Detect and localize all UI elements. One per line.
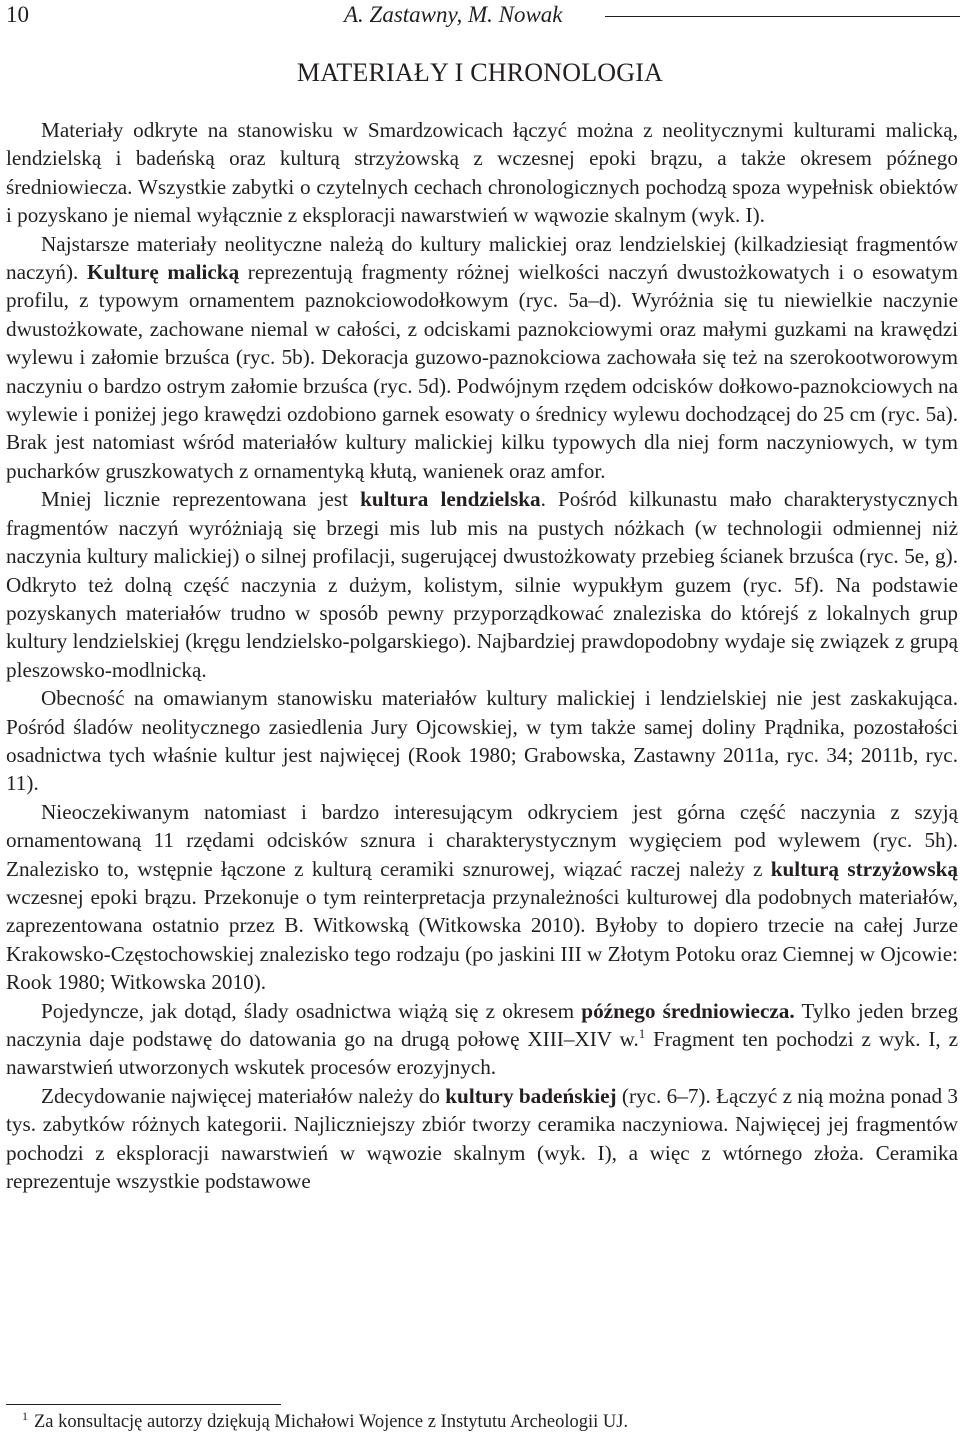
footnote-reference[interactable]: 1 (638, 1025, 646, 1041)
page-header (0, 0, 960, 36)
bold-term: kultury badeńskiej (445, 1083, 617, 1108)
bold-term: późnego średniowiecza. (581, 998, 795, 1023)
body-text (6, 116, 958, 1195)
paragraph-text: (ryc. 6–7). Łączyć z nią można ponad 3 tys. zabytków różnych kategorii. Najliczniejszy zbiór tworzy ceramika naczyniowa. Najwięcej jej fragmentów pochodzi z eksploracji nawarstwień w wąwozie skalnym (wyk. I), a więc z wtórnego złoża. Ceramika reprezentuje wszystkie podstawowe (6, 1083, 958, 1194)
paragraph-late-medieval (6, 997, 958, 1082)
footnote (22, 1410, 628, 1434)
running-head: A. Zastawny, M. Nowak (344, 2, 563, 27)
paragraph-malice-culture (6, 230, 958, 486)
paragraph-text: Mniej licznie reprezentowana jest (41, 487, 361, 512)
footnote-text: Za konsultację autorzy dziękują Michałowi Wojence z Instytutu Archeologii UJ. (34, 1412, 629, 1432)
paragraph-text: reprezentują fragmenty różnej wielkości naczyń dwustożkowatych i o esowatym profilu, z typowym ornamentem paznokciowodołkowym (ryc. 5a–d). Wyróżnia się tu niewielkie naczynie dwustożkowate, zachowane niemal w całości, z odciskami paznokciowymi oraz małymi guzkami na krawędzi wylewu i załomie brzuśca (ryc. 5b). Dekoracja guzowo-paznokciowa zachowała się też na szerokootworowym naczyniu o bardzo ostrym załomie brzuśca (ryc. 5d). Podwójnym rzędem odcisków dołkowo-paznokciowych na wylewie i poniżej jego krawędzi ozdobiono garnek esowaty o średnicy wylewu dochodzącej do 25 cm (ryc. 5a). Brak jest natomiast wśród materiałów kultury malickiej kilku typowych dla niej form naczyniowych, w tym pucharków gruszkowatych z ornamentyką kłutą, wanienek oraz amfor. (6, 260, 958, 483)
paragraph-text: Materiały odkryte na stanowisku w Smardzowicach łączyć można z neolitycznymi kulturami malicką, lendzielską i badeńską oraz kulturą strzyżowską z wczesnej epoki brązu, a także okresem późnego średniowiecza. Wszystkie zabytki o czytelnych cechach chronologicznych pochodzą spoza wypełnisk obiektów i pozyskano je niemal wyłącznie z eksploracji nawarstwień w wąwozie skalnym (wyk. I). (6, 118, 958, 228)
paragraph-materials-overview (6, 116, 958, 230)
paragraph-text: Tylko jeden brzeg naczynia daje podstawę do datowania go na drugą połowę XIII–XIV w. (6, 998, 958, 1051)
paragraph-baden-culture (6, 1082, 958, 1196)
paragraph-strzyzow-culture (6, 798, 958, 997)
paragraph-lengyel-culture (6, 485, 958, 684)
paragraph-text: Obecność na omawianym stanowisku materiałów kultury malickiej i lendzielskiej nie jest zaskakująca. Pośród śladów neolitycznego zasiedlenia Jury Ojcowskiej, w tym także samej doliny Prądnika, pozostałości osadnictwa tych właśnie kultur jest najwięcej (Rook 1980; Grabowska, Zastawny 2011a, ryc. 34; 2011b, ryc. 11). (6, 686, 958, 796)
footnote-marker: 1 (22, 1408, 28, 1423)
footnote-rule (6, 1404, 281, 1405)
paragraph-text: wczesnej epoki brązu. Przekonuje o tym reinterpretacja przynależności kulturowej dla podobnych materiałów, zaprezentowana ostatnio przez B. Witkowską (Witkowska 2010). Byłoby to dopiero trzecie na całej Jurze Krakowsko-Częstochowskiej znalezisko tego rodzaju (po jaskini III w Złotym Potoku oraz Ciemnej w Ojcowie: Rook 1980; Witkowska 2010). (6, 884, 958, 995)
bold-term: kulturą strzyżowską (770, 856, 958, 881)
paragraph-text: . Pośród kilkunastu mało charakterystycznych fragmentów naczyń wyróżniają się brzegi mis lub mis na pustych nóżkach (w technologii odmiennej niż naczynia kultury malickiej) o silnej profilacji, sugerującej dwustożkowaty przebieg ścianek brzuśca (ryc. 5e, g). Odkryto też dolną część naczynia z dużym, kolistym, silnie wypukłym guzem (ryc. 5f). Na podstawie pozyskanych materiałów trudno w sposób pewny przyporządkować znaleziska do którejś z lokalnych grup kultury lendzielskiej (kręgu lendzielsko-polgarskiego). Najbardziej prawdopodobny wydaje się związek z grupą pleszowsko-modlnicką. (6, 487, 958, 682)
bold-term: kultura lendzielska (360, 487, 541, 512)
paragraph-text: Najstarsze materiały neolityczne należą do kultury malickiej oraz lendzielskiej (kilkadziesiąt fragmentów naczyń). (6, 231, 958, 285)
paragraph-text: Pojedyncze, jak dotąd, ślady osadnictwa wiążą się z okresem (41, 998, 582, 1023)
section-title: MATERIAŁY I CHRONOLOGIA (296, 58, 664, 87)
page-number: 10 (6, 2, 29, 27)
paragraph-text: Nieoczekiwanym natomiast i bardzo interesującym odkryciem jest górna część naczynia z szyją ornamentowaną 11 rzędami odcisków sznura i charakterystycznym wygięciem pod wylewem (ryc. 5h). Znalezisko to, wstępnie łączone z kulturą ceramiki sznurowej, wiązać raczej należy z (6, 799, 958, 881)
bold-term: Kulturę malicką (86, 260, 240, 285)
paragraph-text: Fragment ten pochodzi z wyk. I, z nawarstwień utworzonych wskutek procesów erozyjnych. (6, 1027, 958, 1080)
header-rule (605, 16, 960, 17)
paragraph-settlement-context (6, 684, 958, 798)
paragraph-text: Zdecydowanie najwięcej materiałów należy do (41, 1083, 446, 1108)
